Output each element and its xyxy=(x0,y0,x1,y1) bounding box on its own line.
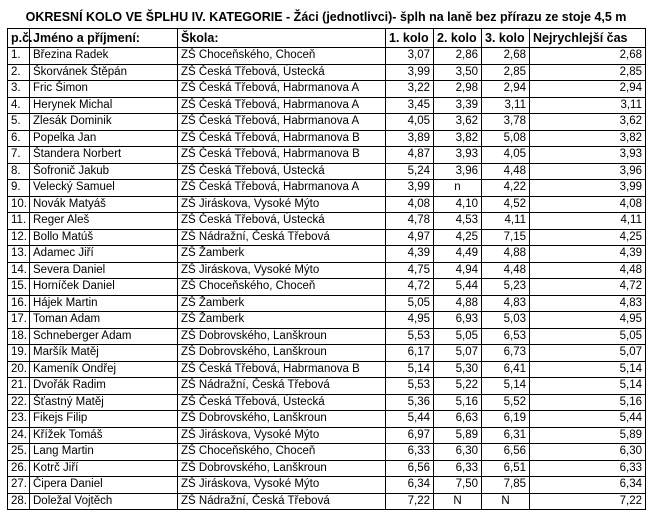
cell-name: Březina Radek xyxy=(30,48,178,65)
cell-name: Popelka Jan xyxy=(30,130,178,147)
cell-round-1: 6,97 xyxy=(386,427,434,444)
cell-round-3: 6,51 xyxy=(482,460,530,477)
cell-round-2: 5,05 xyxy=(434,328,482,345)
cell-school: ZŠ Jiráskova, Vysoké Mýto xyxy=(178,262,386,279)
table-row xyxy=(8,147,646,164)
cell-round-2: 4,10 xyxy=(434,196,482,213)
table-row xyxy=(8,64,646,81)
cell-school: ZŠ Česká Třebová, Ústecká xyxy=(178,64,386,81)
table-row xyxy=(8,279,646,296)
cell-best-time: 4,48 xyxy=(530,262,646,279)
cell-round-2: n xyxy=(434,180,482,197)
cell-name: Herynek Michal xyxy=(30,97,178,114)
cell-index: 7. xyxy=(8,147,30,164)
table-row xyxy=(8,114,646,131)
table-row xyxy=(8,361,646,378)
table-row xyxy=(8,48,646,65)
cell-best-time: 4,95 xyxy=(530,312,646,329)
cell-school: ZŠ Dobrovského, Lanškroun xyxy=(178,345,386,362)
cell-name: Šťastný Matěj xyxy=(30,394,178,411)
cell-school: ZŠ Česká Třebová, Habrmanova B xyxy=(178,147,386,164)
cell-best-time: 4,25 xyxy=(530,229,646,246)
cell-index: 24. xyxy=(8,427,30,444)
cell-round-2: 7,50 xyxy=(434,477,482,494)
cell-round-2: 5,30 xyxy=(434,361,482,378)
cell-index: 19. xyxy=(8,345,30,362)
cell-school: ZŠ Žamberk xyxy=(178,295,386,312)
cell-round-2: 4,88 xyxy=(434,295,482,312)
table-row xyxy=(8,213,646,230)
cell-name: Maršík Matěj xyxy=(30,345,178,362)
cell-round-1: 4,72 xyxy=(386,279,434,296)
cell-name: Reger Aleš xyxy=(30,213,178,230)
cell-index: 11. xyxy=(8,213,30,230)
cell-round-3: 4,88 xyxy=(482,246,530,263)
cell-name: Křížek Tomáš xyxy=(30,427,178,444)
cell-school: ZŠ Česká Třebová, Ústecká xyxy=(178,163,386,180)
cell-name: Škorvánek Štěpán xyxy=(30,64,178,81)
cell-round-2: 3,62 xyxy=(434,114,482,131)
cell-best-time: 5,44 xyxy=(530,411,646,428)
cell-school: ZŠ Česká Třebová, Ústecká xyxy=(178,213,386,230)
table-row xyxy=(8,163,646,180)
cell-round-1: 6,33 xyxy=(386,444,434,461)
cell-school: ZŠ Nádražní, Česká Třebová xyxy=(178,229,386,246)
cell-round-2: 6,30 xyxy=(434,444,482,461)
cell-name: Bollo Matúš xyxy=(30,229,178,246)
table-row xyxy=(8,460,646,477)
cell-best-time: 6,30 xyxy=(530,444,646,461)
cell-round-1: 6,34 xyxy=(386,477,434,494)
cell-index: 9. xyxy=(8,180,30,197)
cell-best-time: 5,16 xyxy=(530,394,646,411)
cell-name: Doležal Vojtěch xyxy=(30,493,178,510)
cell-index: 6. xyxy=(8,130,30,147)
cell-name: Schneberger Adam xyxy=(30,328,178,345)
cell-school: ZŠ Česká Třebová, Habrmanova B xyxy=(178,130,386,147)
cell-round-2: 4,49 xyxy=(434,246,482,263)
table-row xyxy=(8,493,646,510)
cell-round-3: 4,52 xyxy=(482,196,530,213)
cell-name: Toman Adam xyxy=(30,312,178,329)
header-round-3: 3. kolo xyxy=(482,29,530,48)
cell-index: 3. xyxy=(8,81,30,98)
cell-round-2: 3,93 xyxy=(434,147,482,164)
table-row xyxy=(8,180,646,197)
cell-name: Adamec Jiří xyxy=(30,246,178,263)
table-row xyxy=(8,328,646,345)
cell-school: ZŠ Česká Třebová, Habrmanova A xyxy=(178,97,386,114)
cell-name: Čipera Daniel xyxy=(30,477,178,494)
cell-round-3: 4,22 xyxy=(482,180,530,197)
cell-name: Šofronič Jakub xyxy=(30,163,178,180)
cell-round-1: 3,99 xyxy=(386,180,434,197)
cell-round-2: 4,25 xyxy=(434,229,482,246)
cell-round-2: 3,39 xyxy=(434,97,482,114)
cell-round-1: 3,89 xyxy=(386,130,434,147)
cell-name: Novák Matyáš xyxy=(30,196,178,213)
cell-school: ZŠ Žamberk xyxy=(178,312,386,329)
cell-best-time: 6,33 xyxy=(530,460,646,477)
cell-school: ZŠ Jiráskova, Vysoké Mýto xyxy=(178,427,386,444)
cell-round-1: 5,14 xyxy=(386,361,434,378)
cell-name: Fric Šimon xyxy=(30,81,178,98)
cell-index: 13. xyxy=(8,246,30,263)
cell-school: ZŠ Jiráskova, Vysoké Mýto xyxy=(178,196,386,213)
cell-round-3: 2,85 xyxy=(482,64,530,81)
cell-index: 2. xyxy=(8,64,30,81)
cell-best-time: 6,34 xyxy=(530,477,646,494)
cell-round-1: 4,87 xyxy=(386,147,434,164)
cell-index: 14. xyxy=(8,262,30,279)
table-row xyxy=(8,444,646,461)
cell-round-2: 5,89 xyxy=(434,427,482,444)
cell-round-3: 6,19 xyxy=(482,411,530,428)
cell-round-3: 5,52 xyxy=(482,394,530,411)
cell-index: 27. xyxy=(8,477,30,494)
cell-round-2: 5,22 xyxy=(434,378,482,395)
cell-round-3: 6,41 xyxy=(482,361,530,378)
cell-round-1: 5,44 xyxy=(386,411,434,428)
cell-school: ZŠ Jiráskova, Vysoké Mýto xyxy=(178,477,386,494)
cell-best-time: 3,99 xyxy=(530,180,646,197)
cell-name: Dvořák Radim xyxy=(30,378,178,395)
cell-best-time: 5,07 xyxy=(530,345,646,362)
cell-round-3: 4,05 xyxy=(482,147,530,164)
header-row xyxy=(8,29,646,48)
header-best-time: Nejrychlejší čas xyxy=(530,29,646,48)
cell-round-3: 5,23 xyxy=(482,279,530,296)
cell-round-1: 4,97 xyxy=(386,229,434,246)
cell-round-2: 4,94 xyxy=(434,262,482,279)
table-row xyxy=(8,229,646,246)
cell-round-3: 4,48 xyxy=(482,163,530,180)
cell-round-2: 6,33 xyxy=(434,460,482,477)
cell-round-3: 6,31 xyxy=(482,427,530,444)
cell-name: Velecký Samuel xyxy=(30,180,178,197)
cell-round-1: 3,07 xyxy=(386,48,434,65)
cell-round-2: 3,96 xyxy=(434,163,482,180)
cell-school: ZŠ Česká Třebová, Habrmanova B xyxy=(178,361,386,378)
cell-best-time: 5,89 xyxy=(530,427,646,444)
cell-round-2: 4,53 xyxy=(434,213,482,230)
cell-round-3: 5,14 xyxy=(482,378,530,395)
cell-best-time: 7,22 xyxy=(530,493,646,510)
cell-best-time: 3,96 xyxy=(530,163,646,180)
cell-school: ZŠ Žamberk xyxy=(178,246,386,263)
cell-best-time: 3,62 xyxy=(530,114,646,131)
cell-name: Hájek Martin xyxy=(30,295,178,312)
cell-best-time: 5,05 xyxy=(530,328,646,345)
cell-name: Lang Martin xyxy=(30,444,178,461)
cell-school: ZŠ Česká Třebová, Habrmanova A xyxy=(178,114,386,131)
cell-round-3: 6,73 xyxy=(482,345,530,362)
cell-school: ZŠ Česká Třebová, Habrmanova A xyxy=(178,81,386,98)
cell-index: 4. xyxy=(8,97,30,114)
cell-school: ZŠ Choceňského, Choceň xyxy=(178,48,386,65)
cell-name: Fikejs Filip xyxy=(30,411,178,428)
table-row xyxy=(8,196,646,213)
cell-index: 28. xyxy=(8,493,30,510)
cell-round-1: 5,05 xyxy=(386,295,434,312)
cell-round-1: 4,05 xyxy=(386,114,434,131)
cell-name: Štandera Norbert xyxy=(30,147,178,164)
cell-best-time: 5,14 xyxy=(530,378,646,395)
table-row xyxy=(8,262,646,279)
table-row xyxy=(8,97,646,114)
cell-index: 25. xyxy=(8,444,30,461)
cell-school: ZŠ Nádražní, Česká Třebová xyxy=(178,493,386,510)
cell-index: 22. xyxy=(8,394,30,411)
cell-index: 10. xyxy=(8,196,30,213)
cell-round-1: 4,39 xyxy=(386,246,434,263)
cell-school: ZŠ Česká Třebová, Ústecká xyxy=(178,394,386,411)
header-school: Škola: xyxy=(178,29,386,48)
cell-round-3: 2,68 xyxy=(482,48,530,65)
cell-round-1: 5,53 xyxy=(386,328,434,345)
cell-round-1: 5,36 xyxy=(386,394,434,411)
cell-round-3: 3,78 xyxy=(482,114,530,131)
cell-best-time: 2,68 xyxy=(530,48,646,65)
cell-index: 23. xyxy=(8,411,30,428)
cell-best-time: 4,83 xyxy=(530,295,646,312)
cell-round-1: 5,53 xyxy=(386,378,434,395)
table-row xyxy=(8,345,646,362)
cell-round-3: 5,03 xyxy=(482,312,530,329)
cell-round-1: 3,45 xyxy=(386,97,434,114)
cell-school: ZŠ Dobrovského, Lanškroun xyxy=(178,328,386,345)
table-row xyxy=(8,246,646,263)
cell-round-1: 4,78 xyxy=(386,213,434,230)
table-row xyxy=(8,312,646,329)
cell-round-1: 5,24 xyxy=(386,163,434,180)
cell-round-2: N xyxy=(434,493,482,510)
cell-index: 21. xyxy=(8,378,30,395)
cell-round-1: 4,75 xyxy=(386,262,434,279)
cell-round-1: 4,08 xyxy=(386,196,434,213)
results-table xyxy=(7,28,646,510)
cell-index: 1. xyxy=(8,48,30,65)
table-row xyxy=(8,130,646,147)
table-row xyxy=(8,477,646,494)
cell-round-1: 6,56 xyxy=(386,460,434,477)
cell-name: Severa Daniel xyxy=(30,262,178,279)
cell-school: ZŠ Choceňského, Choceň xyxy=(178,279,386,296)
cell-round-2: 2,86 xyxy=(434,48,482,65)
cell-round-1: 6,17 xyxy=(386,345,434,362)
cell-index: 8. xyxy=(8,163,30,180)
cell-round-3: 4,11 xyxy=(482,213,530,230)
cell-school: ZŠ Česká Třebová, Habrmanova A xyxy=(178,180,386,197)
cell-index: 20. xyxy=(8,361,30,378)
cell-round-2: 5,16 xyxy=(434,394,482,411)
table-row xyxy=(8,427,646,444)
cell-best-time: 3,93 xyxy=(530,147,646,164)
header-round-1: 1. kolo xyxy=(386,29,434,48)
cell-round-2: 6,93 xyxy=(434,312,482,329)
table-row xyxy=(8,378,646,395)
cell-best-time: 4,08 xyxy=(530,196,646,213)
cell-school: ZŠ Nádražní, Česká Třebová xyxy=(178,378,386,395)
cell-round-1: 3,99 xyxy=(386,64,434,81)
cell-round-3: 6,56 xyxy=(482,444,530,461)
cell-best-time: 4,72 xyxy=(530,279,646,296)
cell-round-2: 3,82 xyxy=(434,130,482,147)
results-body xyxy=(8,48,646,510)
table-row xyxy=(8,394,646,411)
cell-best-time: 2,85 xyxy=(530,64,646,81)
cell-round-2: 5,07 xyxy=(434,345,482,362)
cell-best-time: 3,11 xyxy=(530,97,646,114)
cell-best-time: 4,11 xyxy=(530,213,646,230)
header-index: p.č. xyxy=(8,29,30,48)
header-round-2: 2. kolo xyxy=(434,29,482,48)
cell-index: 16. xyxy=(8,295,30,312)
cell-best-time: 5,14 xyxy=(530,361,646,378)
cell-index: 12. xyxy=(8,229,30,246)
cell-round-1: 4,95 xyxy=(386,312,434,329)
document-title: OKRESNÍ KOLO VE ŠPLHU IV. KATEGORIE - Žáci (jednotlivci)- šplh na laně bez přírazu ze stoje 4,5 m xyxy=(25,10,627,24)
cell-round-2: 3,50 xyxy=(434,64,482,81)
table-row xyxy=(8,295,646,312)
cell-index: 5. xyxy=(8,114,30,131)
cell-round-3: 5,08 xyxy=(482,130,530,147)
cell-round-2: 2,98 xyxy=(434,81,482,98)
cell-round-3: 7,15 xyxy=(482,229,530,246)
cell-round-3: 4,48 xyxy=(482,262,530,279)
cell-best-time: 3,82 xyxy=(530,130,646,147)
cell-best-time: 4,39 xyxy=(530,246,646,263)
cell-index: 18. xyxy=(8,328,30,345)
table-row xyxy=(8,411,646,428)
cell-round-2: 5,44 xyxy=(434,279,482,296)
cell-school: ZŠ Choceňského, Choceň xyxy=(178,444,386,461)
cell-round-3: 4,83 xyxy=(482,295,530,312)
cell-index: 26. xyxy=(8,460,30,477)
cell-round-3: 3,11 xyxy=(482,97,530,114)
cell-school: ZŠ Dobrovského, Lanškroun xyxy=(178,460,386,477)
cell-index: 15. xyxy=(8,279,30,296)
cell-name: Kotrč Jiří xyxy=(30,460,178,477)
cell-name: Horníček Daniel xyxy=(30,279,178,296)
table-row xyxy=(8,81,646,98)
cell-round-1: 3,22 xyxy=(386,81,434,98)
header-name: Jméno a příjmení: xyxy=(30,29,178,48)
cell-school: ZŠ Dobrovského, Lanškroun xyxy=(178,411,386,428)
cell-round-3: 6,53 xyxy=(482,328,530,345)
cell-name: Kameník Ondřej xyxy=(30,361,178,378)
cell-name: Zlesák Dominik xyxy=(30,114,178,131)
cell-round-3: N xyxy=(482,493,530,510)
cell-round-3: 2,94 xyxy=(482,81,530,98)
cell-round-3: 7,85 xyxy=(482,477,530,494)
cell-round-1: 7,22 xyxy=(386,493,434,510)
cell-index: 17. xyxy=(8,312,30,329)
cell-round-2: 6,63 xyxy=(434,411,482,428)
cell-best-time: 2,94 xyxy=(530,81,646,98)
